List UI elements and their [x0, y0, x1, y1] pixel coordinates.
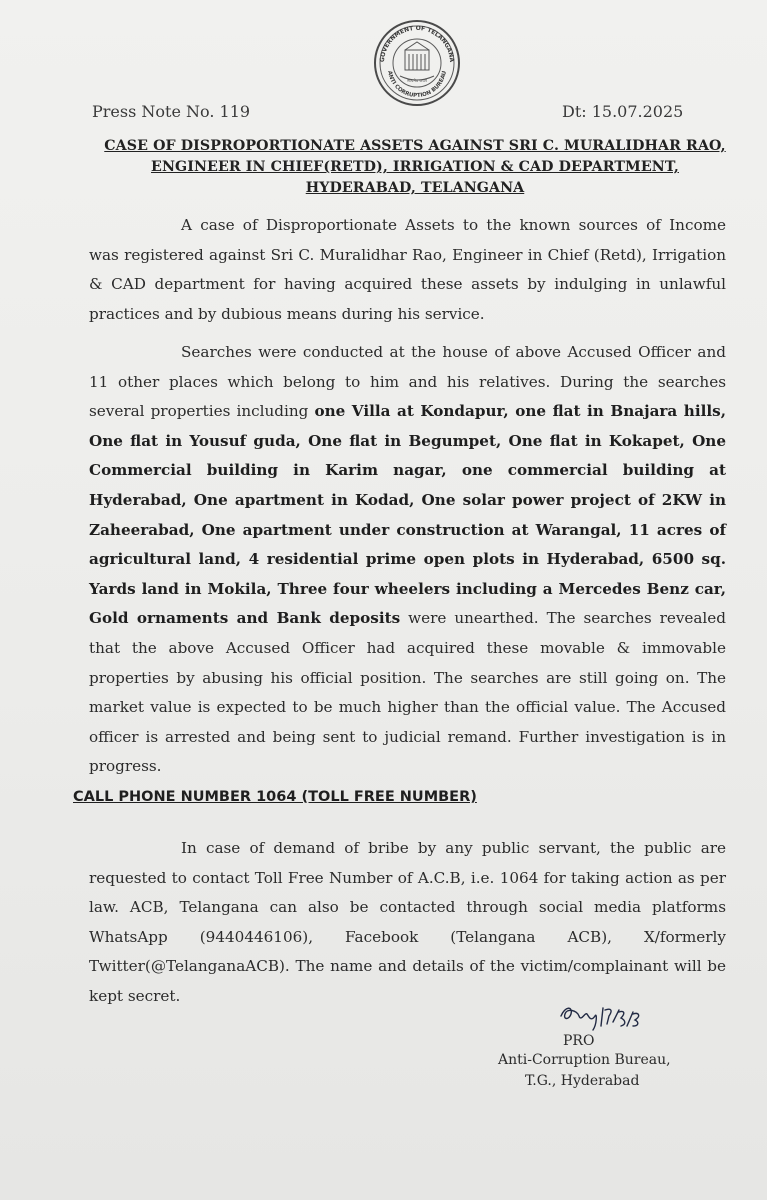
designation-pro: PRO [563, 1033, 595, 1049]
office-name: Anti-Corruption Bureau, [498, 1052, 671, 1068]
properties-list: one Villa at Kondapur, one flat in Bnajara hills, One flat in Yousuf guda, One flat in Begumpet, One flat in Kokapet, One Commercial building in Karim nagar, one commercial building at Hyderabad, One apartment in Kodad, One solar power project of 2KW in Zaheerabad, One apartment under construction at Warangal, 11 acres of agricultural land, 4 residential prime open plots in Hyderabad, 6500 sq. Yards land in Mokila, Three four wheelers including a Mercedes Benz car, Gold ornaments and Bank deposits [89, 402, 726, 628]
title-line-1: CASE OF DISPROPORTIONATE ASSETS AGAINST SRI C. MURALIDHAR RAO, [104, 138, 726, 154]
title-line-2: ENGINEER IN CHIEF(RETD), IRRIGATION & CAD DEPARTMENT, [151, 159, 679, 175]
paragraph-contact-info: In case of demand of bribe by any public servant, the public are requested to contact Toll Free Number of A.C.B, i.e. 1064 for taking action as per law. ACB, Telangana can also be contacted through social media platforms WhatsApp (9440446106), Facebook (Telangana ACB), X/formerly Twitter(@TelanganaACB). The name and details of the victim/complainant will be kept secret. [89, 839, 726, 1005]
title-line-3: HYDERABAD, TELANGANA [305, 180, 525, 196]
acb-seal-emblem [372, 18, 462, 108]
seal-bottom-text: ANTI CORRUPTION BUREAU [386, 70, 448, 100]
searches-intro: Searches were conducted at the house of above Accused Officer and 11 other places which belong to him and his relatives. During the searches several properties including [89, 343, 726, 421]
seal-motto: सत्यमेव जयते [407, 78, 427, 83]
paragraph-case-registered: A case of Disproportionate Assets to the known sources of Income was registered against Sri C. Muralidhar Rao, Engineer in Chief (Retd), Irrigation & CAD department for having acquired these assets by indulging in unlawful practices and by dubious means during his service. [89, 216, 726, 323]
toll-free-heading: CALL PHONE NUMBER 1064 (TOLL FREE NUMBER) [73, 789, 477, 805]
press-note-date: Dt: 15.07.2025 [562, 102, 684, 121]
document-title [100, 136, 730, 199]
searches-outro: were unearthed. The searches revealed that the above Accused Officer had acquired these movable & immovable properties by abusing his official position. The searches are still going on. The market value is expected to be much higher than the official value. The Accused officer is arrested and being sent to judicial remand. Further investigation is in progress. [89, 609, 727, 776]
office-location: T.G., Hyderabad [525, 1073, 640, 1089]
seal-top-text: GOVERNMENT OF TELANGANA [378, 24, 456, 63]
svg-text:ANTI CORRUPTION BUREAU [386, 70, 448, 99]
paragraph-searches [89, 338, 726, 782]
pro-signature [555, 1000, 645, 1036]
press-note-number: Press Note No. 119 [92, 102, 251, 121]
